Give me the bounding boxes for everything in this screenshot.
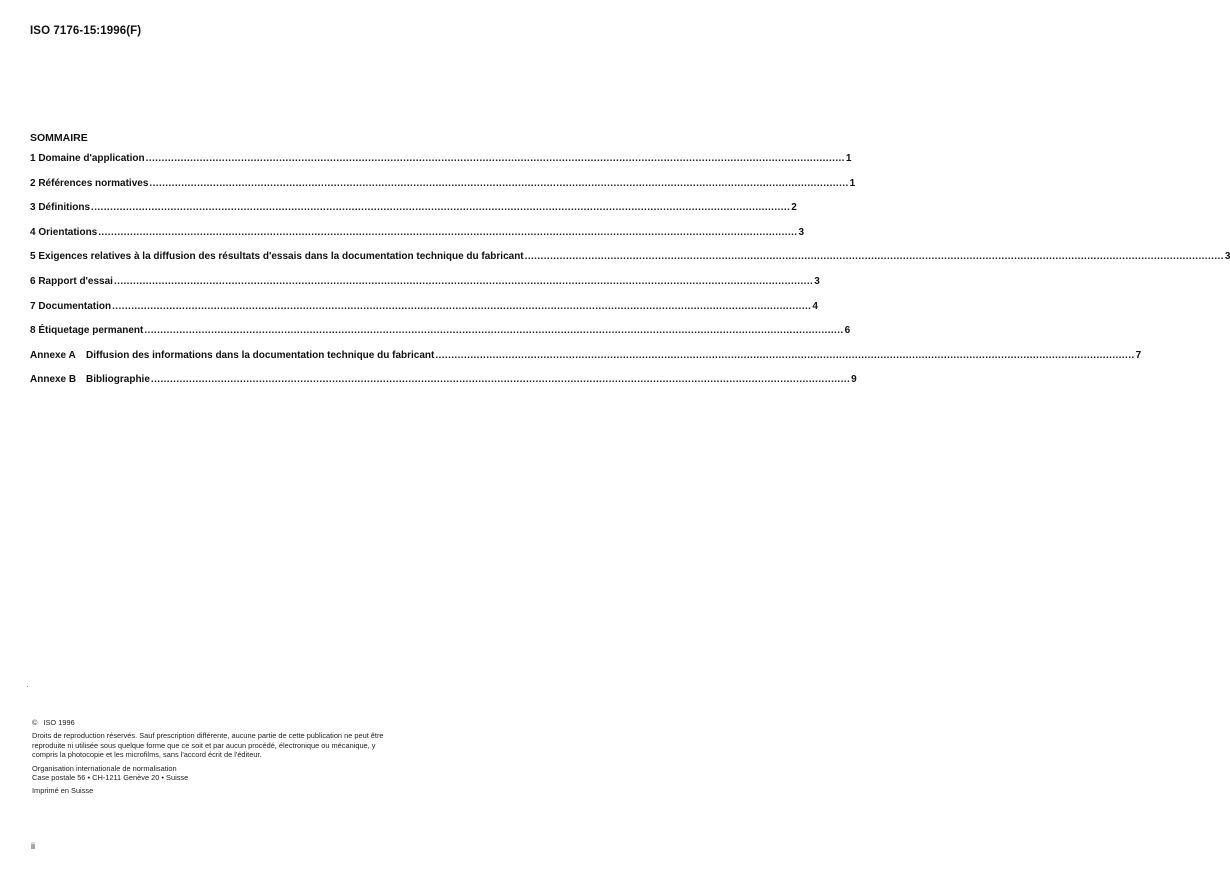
toc-leader-dots: ............................................................................................................................................................................................................................ <box>113 275 814 287</box>
toc-leader-dots: ............................................................................................................................................................................................................................ <box>435 349 1135 361</box>
toc-item[interactable] <box>30 202 797 227</box>
toc-annex-id: Annexe B <box>30 374 77 386</box>
toc-item-label: 4 Orientations <box>30 226 98 238</box>
toc-item[interactable] <box>30 325 851 350</box>
table-of-contents <box>30 132 1230 399</box>
toc-item-page: 1 <box>849 177 856 189</box>
toc-item[interactable] <box>30 226 805 252</box>
toc-item-page: 9 <box>851 374 857 386</box>
toc-item[interactable] <box>30 251 1230 276</box>
toc-item-label: Diffusion des informations dans la documentation technique du fabricant <box>86 349 435 361</box>
toc-leader-dots: ............................................................................................................................................................................................................................ <box>98 226 798 238</box>
copyright-text: ISO 1996 <box>43 718 75 727</box>
toc-item-page: 4 <box>812 300 818 312</box>
toc-item[interactable] <box>30 153 852 178</box>
document-header: ISO 7176-15:1996(F) <box>30 25 142 37</box>
toc-leader-dots: ............................................................................................................................................................................................................................ <box>524 251 1224 263</box>
toc-item-label: 8 Étiquetage permanent <box>30 325 144 337</box>
publisher-address: Case postale 56 • CH-1211 Genève 20 • Suisse <box>32 773 189 783</box>
toc-item-label: 6 Rapport d'essai <box>30 275 113 287</box>
toc-item[interactable] <box>30 300 818 326</box>
toc-annex-id: Annexe A <box>30 349 76 361</box>
toc-item[interactable] <box>30 275 820 301</box>
stray-mark: · <box>26 682 29 691</box>
toc-leader-dots: ............................................................................................................................................................................................................................ <box>144 325 844 337</box>
toc-item-label: 2 Références normatives <box>30 177 149 189</box>
toc-item-page: 2 <box>791 202 797 214</box>
toc-item-label: 7 Documentation <box>30 300 112 312</box>
toc-item-label: 5 Exigences relatives à la diffusion des résultats d'essais dans la documentation technique du fabricant <box>30 251 524 263</box>
printed-in: Imprimé en Suisse <box>32 786 94 796</box>
toc-item-page: 3 <box>1224 251 1230 263</box>
toc-item-page: 1 <box>845 153 852 164</box>
toc-item-page: 3 <box>798 226 805 238</box>
toc-leader-dots: ............................................................................................................................................................................................................................ <box>91 202 791 214</box>
toc-leader-dots: ............................................................................................................................................................................................................................ <box>145 153 845 164</box>
toc-item-label: Bibliographie <box>86 374 150 386</box>
toc-heading: SOMMAIRE <box>30 132 88 144</box>
toc-leader-dots: ............................................................................................................................................................................................................................ <box>112 300 812 312</box>
publisher-org: Organisation internationale de normalisation <box>32 763 177 773</box>
toc-item-page: 6 <box>844 325 851 337</box>
toc-leader-dots: ............................................................................................................................................................................................................................ <box>149 177 849 189</box>
toc-annex-label-group <box>30 350 434 361</box>
toc-annex-item[interactable] <box>30 374 857 399</box>
toc-list <box>30 153 1230 399</box>
copyright-symbol: © <box>32 718 38 727</box>
toc-item-label: 3 Définitions <box>30 202 91 214</box>
toc-item-page: 7 <box>1135 349 1142 361</box>
toc-item-page: 3 <box>814 275 820 287</box>
copyright-block <box>32 718 384 800</box>
toc-leader-dots: ............................................................................................................................................................................................................................ <box>150 374 851 386</box>
page-number: ii <box>31 841 35 851</box>
publisher-info <box>32 764 384 783</box>
copyright-line <box>32 718 384 727</box>
rights-statement: Droits de reproduction réservés. Sauf prescription différente, aucune partie de cette publication ne peut être reproduite ni utilisée sous quelque forme que ce soit et par aucun procédé, électronique ou mécanique, y compris la photocopie et les microfilms, sans l'accord écrit de l'éditeur. <box>32 731 384 760</box>
toc-annex-item[interactable] <box>30 349 1142 375</box>
toc-annex-label-group <box>30 374 150 385</box>
toc-item[interactable] <box>30 177 856 203</box>
toc-item-label: 1 Domaine d'application <box>30 153 145 164</box>
